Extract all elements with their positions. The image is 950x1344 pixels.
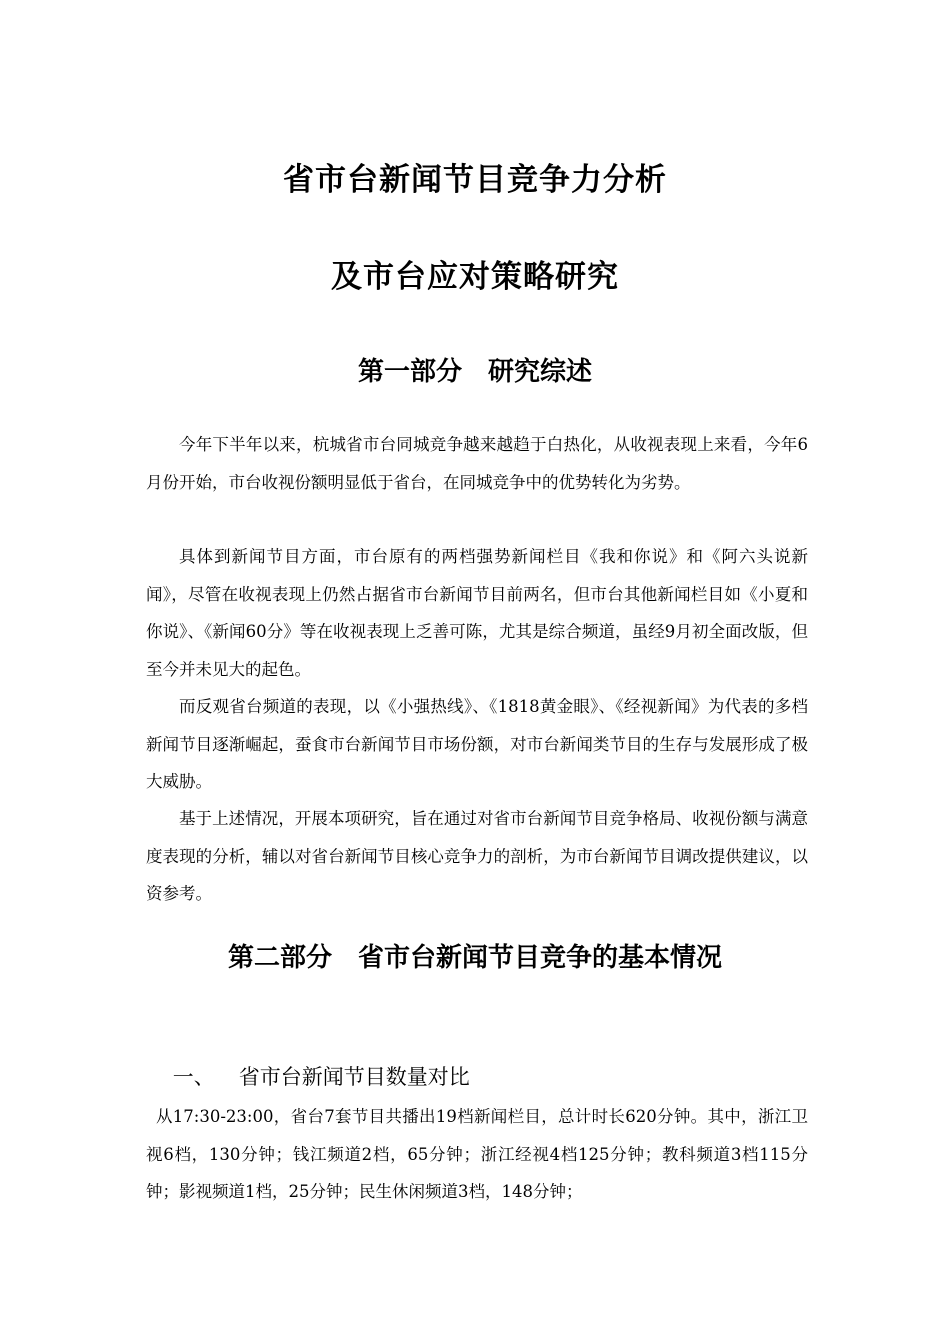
part1-paragraph-3: 而反观省台频道的表现，以《小强热线》、《1818黄金眼》、《经视新闻》为代表的多档新闻节目逐渐崛起，蚕食市台新闻节目市场份额，对市台新闻类节目的生存与发展形成了极大威胁。 xyxy=(146,697,808,791)
part2-heading: 第二部分 省市台新闻节目竞争的基本情况 xyxy=(227,943,722,973)
document-title-line-2: 及市台应对策略研究 xyxy=(331,259,619,295)
subheading-number: 一、 xyxy=(172,1065,215,1089)
part1-paragraph-2: 具体到新闻节目方面，市台原有的两档强势新闻栏目《我和你说》和《阿六头说新闻》，尽管在收视表现上仍然占据省市台新闻节目前两名，但市台其他新闻栏目如《小夏和你说》、《新闻60分》等在收视表现上乏善可陈，尤其是综合频道，虽经9月初全面改版，但至今并未见大的起色。 xyxy=(146,547,808,679)
part1-paragraph-1: 今年下半年以来，杭城省市台同城竞争越来越趋于白热化，从收视表现上来看，今年6月份开始，市台收视份额明显低于省台，在同城竞争中的优势转化为劣势。 xyxy=(146,435,808,492)
document-title-line-1: 省市台新闻节目竞争力分析 xyxy=(283,162,667,198)
part1-heading: 第一部分 研究综述 xyxy=(357,357,592,387)
part2-paragraph-1: 从17:30-23:00，省台7套节目共播出19档新闻栏目，总计时长620分钟。其中，浙江卫视6档，130分钟；钱江频道2档，65分钟；浙江经视4档125分钟；教科频道3档115分钟；影视频道1档，25分钟；民生休闲频道3档，148分钟； xyxy=(146,1107,808,1201)
part1-paragraph-4: 基于上述情况，开展本项研究，旨在通过对省市台新闻节目竞争格局、收视份额与满意度表现的分析，辅以对省台新闻节目核心竞争力的剖析，为市台新闻节目调改提供建议，以资参考。 xyxy=(146,809,808,903)
subheading-title: 省市台新闻节目数量对比 xyxy=(238,1065,470,1089)
